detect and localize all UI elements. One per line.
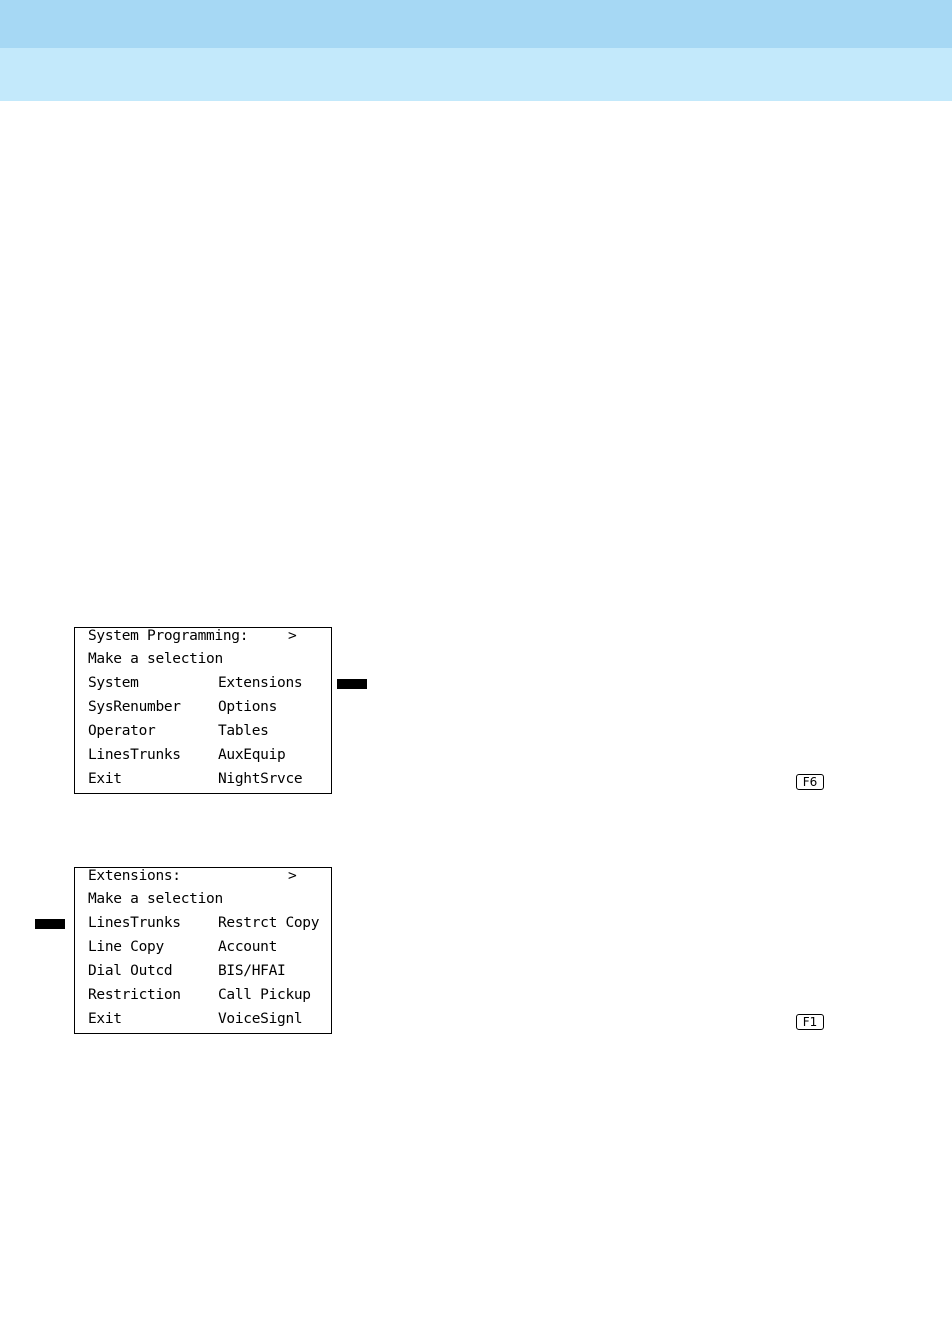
menu-option-linestrunks[interactable]: LinesTrunks	[88, 747, 181, 763]
menu-option-options[interactable]: Options	[218, 699, 278, 715]
menu-option-exit[interactable]: Exit	[88, 771, 122, 787]
menu-option-voicesignl[interactable]: VoiceSignl	[218, 1011, 303, 1027]
menu-option-extensions[interactable]: Extensions	[218, 675, 303, 691]
more-arrow: >	[288, 628, 297, 644]
header-band-bottom	[0, 48, 952, 101]
menu-option-restriction[interactable]: Restriction	[88, 987, 181, 1003]
menu-option-nightsrvce[interactable]: NightSrvce	[218, 771, 303, 787]
menu-option-call-pickup[interactable]: Call Pickup	[218, 987, 311, 1003]
menu-option-sysrenumber[interactable]: SysRenumber	[88, 699, 181, 715]
function-key-button[interactable]: F6	[796, 774, 824, 790]
display-screen-extensions	[74, 867, 332, 1034]
selection-marker	[35, 919, 65, 929]
menu-option-auxequip[interactable]: AuxEquip	[218, 747, 286, 763]
menu-option-operator[interactable]: Operator	[88, 723, 156, 739]
menu-option-exit[interactable]: Exit	[88, 1011, 122, 1027]
more-arrow: >	[288, 868, 297, 884]
menu-option-account[interactable]: Account	[218, 939, 278, 955]
screen-prompt: Make a selection	[88, 651, 223, 667]
function-key-button[interactable]: F1	[796, 1014, 824, 1030]
screen-title: System Programming:	[88, 628, 249, 644]
menu-option-line-copy[interactable]: Line Copy	[88, 939, 164, 955]
menu-option-restrct-copy[interactable]: Restrct Copy	[218, 915, 320, 931]
menu-option-bis-hfai[interactable]: BIS/HFAI	[218, 963, 286, 979]
menu-option-system[interactable]: System	[88, 675, 139, 691]
screen-title: Extensions:	[88, 868, 181, 884]
menu-option-linestrunks[interactable]: LinesTrunks	[88, 915, 181, 931]
menu-option-tables[interactable]: Tables	[218, 723, 269, 739]
selection-marker	[337, 679, 367, 689]
header-band-top	[0, 0, 952, 48]
display-screen-system-programming	[74, 627, 332, 794]
menu-option-dial-outcd[interactable]: Dial Outcd	[88, 963, 173, 979]
screen-prompt: Make a selection	[88, 891, 223, 907]
